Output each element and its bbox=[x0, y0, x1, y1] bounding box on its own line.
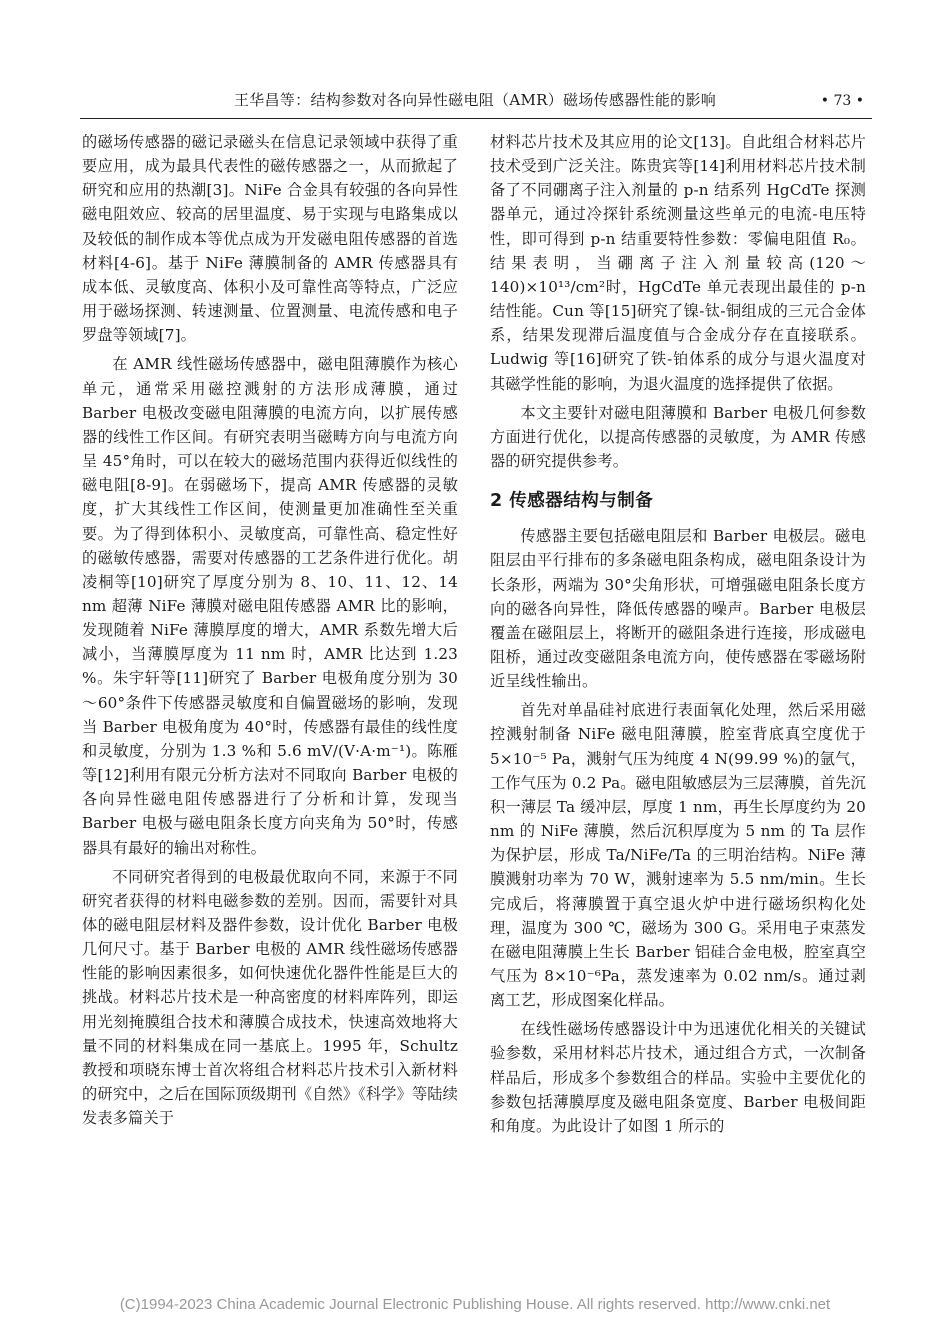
right-paragraph-5: 在线性磁场传感器设计中为迅速优化相关的关键试验参数，采用材料芯片技术，通过组合方式，一次制备样品后，形成多个参数组合的样品。实验中主要优化的参数包括薄膜厚度及磁电阻条宽度、Barber 电极间距和角度。为此设计了如图 1 所示的 bbox=[490, 1020, 866, 1135]
right-paragraph-3: 传感器主要包括磁电阻层和 Barber 电极层。磁电阻层由平行排布的多条磁电阻条构成，磁电阻条设计为长条形，两端为 30°尖角形状，可增强磁电阻条长度方向的磁各向异性，降低传感器的噪声。Barber 电极层覆盖在磁阻层上，将断开的磁阻条进行连接，形成磁电阻桥，通过改变磁阻条电流方向，使传感器在零磁场附近呈线性输出。 bbox=[490, 527, 866, 691]
page-number: • 73 • bbox=[820, 93, 864, 109]
header-divider bbox=[80, 118, 872, 119]
right-paragraph-1: 材料芯片技术及其应用的论文[13]。自此组合材料芯片技术受到广泛关注。陈贵宾等[14]利用材料芯片技术制备了不同硼离子注入剂量的 p-n 结系列 HgCdTe 探测器单元，通过冷探针系统测量这些单元的电流-电压特性，即可得到 p-n 结重要特性参数：零偏电阻值 R₀。结果表明，当硼离子注入剂量较高(120～140)×10¹³/cm²时，HgCdTe 单元表现出最佳的 p-n 结性能。Cun 等[15]研究了镍-钛-铜组成的三元合金体系，结果发现滞后温度值与合金成分存在直接联系。Ludwig 等[16]研究了铁-铂体系的成分与退火温度对其磁学性能的影响，为退火温度的选择提供了依据。 bbox=[490, 133, 866, 393]
left-column bbox=[82, 130, 458, 1130]
right-paragraph-4: 首先对单晶硅衬底进行表面氧化处理，然后采用磁控溅射制备 NiFe 磁电阻薄膜，腔室背底真空度优于 5×10⁻⁵ Pa，溅射气压为纯度 4 N(99.99 %)的氩气，工作气压为 0.2 Pa。磁电阻敏感层为三层薄膜，首先沉积一薄层 Ta 缓冲层，厚度 1 nm，再生长厚度约为 20 nm 的 NiFe 薄膜，然后沉积厚度为 5 nm 的 Ta 层作为保护层，形成 Ta/NiFe/Ta 的三明治结构。NiFe 薄膜溅射功率为 70 W，溅射速率为 5.5 nm/min。生长完成后，将薄膜置于真空退火炉中进行磁场织构化处理，温度为 300 ℃，磁场为 300 G。采用电子束蒸发在磁电阻薄膜上生长 Barber 铝硅合金电极，腔室真空气压为 8×10⁻⁶Pa，蒸发速率为 0.02 nm/s。通过剥离工艺，形成图案化样品。 bbox=[490, 701, 866, 1010]
section-heading: 2 传感器结构与制备 bbox=[490, 491, 654, 512]
running-header-title: 王华昌等：结构参数对各向异性磁电阻（AMR）磁场传感器性能的影响 bbox=[233, 91, 717, 109]
left-paragraph-3: 不同研究者得到的电极最优取向不同，来源于不同研究者获得的材料电磁参数的差别。因而，需要针对具体的磁电阻层材料及器件参数，设计优化 Barber 电极几何尺寸。基于 Barber 电极的 AMR 线性磁场传感器性能的影响因素很多，如何快速优化器件性能是巨大的挑战。材料芯片技术是一种高密度的材料库阵列，即运用光刻掩膜组合技术和薄膜合成技术，快速高效地将大量不同的材料集成在同一基底上。1995 年，Schultz 教授和项晓东博士首次将组合材料芯片技术引入新材料的研究中，之后在国际顶级期刊《自然》《科学》等陆续发表多篇关于 bbox=[82, 867, 458, 1128]
right-column bbox=[490, 130, 866, 1138]
left-paragraph-1: 的磁场传感器的磁记录磁头在信息记录领域中获得了重要应用，成为最具代表性的磁传感器之一，从而掀起了研究和应用的热潮[3]。NiFe 合金具有较强的各向异性磁电阻效应、较高的居里温度、易于实现与电路集成以及较低的制作成本等优点成为开发磁电阻传感器的首选材料[4-6]。基于 NiFe 薄膜制备的 AMR 传感器具有成本低、灵敏度高、体积小及可靠性高等特点，广泛应用于磁场探测、转速测量、位置测量、电流传感和电子罗盘等领域[7]。 bbox=[82, 133, 458, 345]
left-paragraph-2: 在 AMR 线性磁场传感器中，磁电阻薄膜作为核心单元，通常采用磁控溅射的方法形成薄膜，通过 Barber 电极改变磁电阻薄膜的电流方向，以扩展传感器的线性工作区间。有研究表明当磁畴方向与电流方向呈 45°角时，可以在较大的磁场范围内获得近似线性的磁电阻[8-9]。在弱磁场下，提高 AMR 传感器的灵敏度，扩大其线性工作区间，使测量更加准确性至关重要。为了得到体积小、灵敏度高，可靠性高、稳定性好的磁敏传感器，需要对传感器的工艺条件进行优化。胡凌桐等[10]研究了厚度分别为 8、10、11、12、14 nm 超薄 NiFe 薄膜对磁电阻传感器 AMR 比的影响，发现随着 NiFe 薄膜厚度的增大，AMR 系数先增大后减小，当薄膜厚度为 11 nm 时，AMR 比达到 1.23 %。朱宇轩等[11]研究了 Barber 电极角度分别为 30～60°条件下传感器灵敏度和自偏置磁场的影响，发现当 Barber 电极角度为 40°时，传感器有最佳的线性度和灵敏度，分别为 1.3 %和 5.6 mV/(V·A·m⁻¹)。陈雁等[12]利用有限元分析方法对不同取向 Barber 电极的各向异性磁电阻传感器进行了分析和计算，发现当 Barber 电极与磁电阻条长度方向夹角为 50°时，传感器具有最好的输出对称性。 bbox=[82, 355, 458, 857]
copyright-footer: (C)1994-2023 China Academic Journal Electronic Publishing House. All rights reserved. http://www.cnki.net bbox=[119, 1296, 831, 1313]
right-paragraph-2: 本文主要针对磁电阻薄膜和 Barber 电极几何参数方面进行优化，以提高传感器的灵敏度，为 AMR 传感器的研究提供参考。 bbox=[490, 403, 866, 471]
